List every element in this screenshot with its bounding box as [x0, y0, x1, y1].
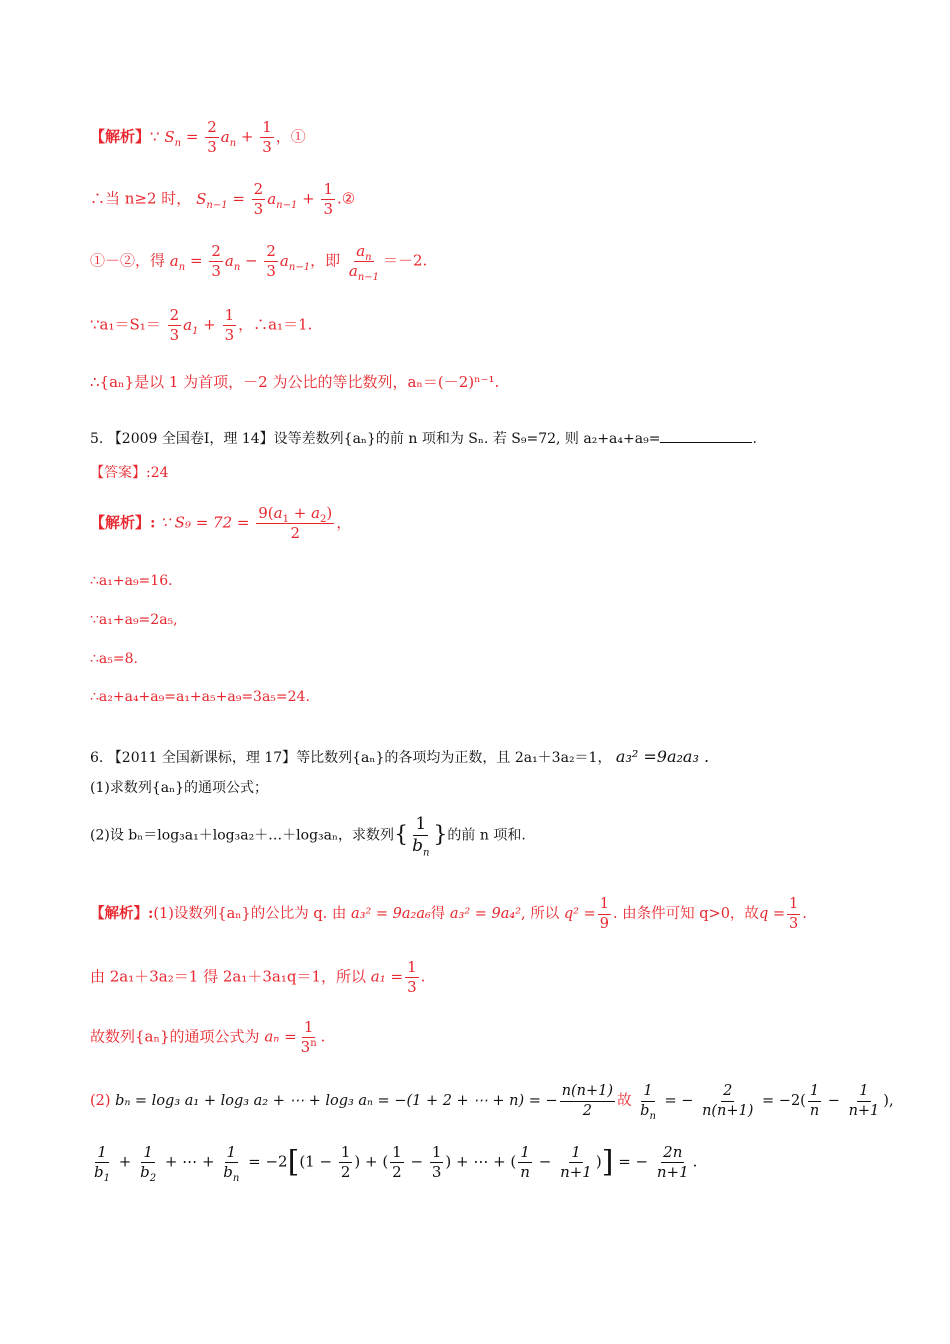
p6-sol-5: $\frac{1}{b_1}$ + $\frac{1}{b_2}$ + ⋯ + $\frac{1}{b_n}$ = −2[(1 − $\frac{1}{2}$ ) + ( $\frac{1}{2}$ − $\frac{1}{3}$ ) + ⋯ + ( $\frac{1}{n}$ − $\frac{1}{n+1}$ )] = − $\frac{2n}{n+1}$ .: [94, 1143, 698, 1184]
p4-l3-end: ＝－2.: [383, 251, 428, 270]
solution-label: 【解析】:: [90, 513, 156, 532]
p4-line-3: ①－②，得 $a_n$ = $\frac{2}{3}$ $a_n$ − $\frac{2}{3}$ $a_{n-1}$，即 $\frac{a_n}{a_{n-1}}$ ＝－2.: [90, 242, 428, 283]
solution-label: 【解析】:: [90, 905, 154, 922]
p4-l4-end: ，∴a₁＝1.: [238, 315, 313, 334]
p6-s1-h: q =: [758, 906, 785, 922]
p6-sol-2: 由 2a₁＋3a₂＝1 得 2a₁＋3a₁q＝1，所以 a₁ = $\frac{1}{3}$ .: [90, 958, 426, 996]
p5-step-2: ∵a₁+a₉=2a₅,: [90, 612, 178, 628]
p5-answer: [90, 462, 169, 484]
answer-value: :24: [146, 465, 169, 481]
p6-s3-b: aₙ =: [264, 1027, 297, 1046]
p5-solution: 【解析】: ∵ S₉ = 72 = $\frac{9(a_1 + a_2)}{2}$ ，: [90, 504, 352, 542]
p6-s4-c: 故: [617, 1093, 632, 1109]
p6-s1-f: q² =: [563, 906, 596, 922]
p6-s1-b: a₃² = 9a₂a₆: [351, 906, 431, 922]
p6-question-text: 6. 【2011 全国新课标，理 17】等比数列{aₙ}的各项均为正数，且 2a₁＋3a₂＝1，: [90, 750, 612, 766]
p4-l3-mid: ，即: [310, 251, 341, 270]
p4-line-4: ∵a₁＝S₁＝ $\frac{2}{3}$ $a_1$ + $\frac{1}{3}$ ，∴a₁＝1.: [90, 306, 313, 344]
because-sign: ∵: [150, 127, 160, 146]
p6-s1-a: (1)设数列{aₙ}的公比为 q. 由: [153, 906, 347, 922]
p6-s2-b: a₁ =: [370, 967, 404, 986]
p5-step-3: ∴a₅=8.: [90, 651, 138, 667]
p6-q2: (2)设 bₙ＝log₃a₁＋log₃a₂＋…＋log₃aₙ，求数列{ $\frac{1}{b_n}$ }的前 n 项和.: [90, 814, 526, 859]
p5-step-4: ∴a₂+a₄+a₉=a₁+a₅+a₉=3a₅=24.: [90, 689, 310, 705]
p4-line-5: ∴{aₙ}是以 1 为首项，－2 为公比的等比数列，aₙ＝(－2)ⁿ⁻¹.: [90, 373, 500, 391]
answer-label: 【答案】: [90, 465, 146, 481]
p6-s1-d: a₃² = 9a₄²: [449, 906, 522, 922]
p6-s1-g: . 由条件可知 q>0，故: [612, 906, 759, 922]
p5-step-1: ∴a₁+a₉=16.: [90, 573, 173, 589]
p6-sol-3: 故数列{aₙ}的通项公式为 aₙ = $\frac{1}{3^n}$ .: [90, 1018, 326, 1056]
p4-line-1: 【解析】∵ $S_n$ = $\frac{2}{3}$ $a_n$ + $\frac{1}{3}$ ，①: [90, 118, 306, 156]
p6-s3-a: 故数列{aₙ}的通项公式为: [90, 1027, 260, 1046]
p4-l2-text: ∴当 n≥2 时，: [90, 189, 192, 208]
p6-s5-eq: = −2: [248, 1152, 288, 1171]
p6-s1-c: 得: [430, 906, 446, 922]
p4-l1-rest: ，①: [275, 127, 306, 146]
p6-sol-1: 【解析】:(1)设数列{aₙ}的公比为 q. 由 a₃² = 9a₂a₆得 a₃² = 9a₄², 所以 q² = $\frac{1}{9}$ . 由条件可知 q>0，故q = $\frac{1}{3}$ .: [90, 896, 807, 932]
p4-l2-end: .②: [337, 189, 356, 208]
p6-s1-e: , 所以: [521, 906, 560, 922]
p6-sol-4: (2) bₙ = log₃ a₁ + log₃ a₂ + ⋯ + log₃ aₙ = −(1 + 2 + ⋯ + n) = − $\frac{n(n+1)}{2}$ 故 $\frac{1}{b_n}$ = − $\frac{2}{n(n+1)}$ = −2( $\frac{1}{n}$ − $\frac{1}{n+1}$ ),: [90, 1083, 894, 1122]
p6-q2-post: 的前 n 项和.: [447, 827, 526, 844]
p6-s4-a: (2): [90, 1093, 111, 1109]
p5-sol-eq: ∵ S₉ = 72 =: [160, 513, 250, 532]
p4-line-2: ∴当 n≥2 时， $S_{n-1}$ = $\frac{2}{3}$ $a_{n-1}$ + $\frac{1}{3}$ .②: [90, 180, 356, 218]
p5-question: 5. 【2009 全国卷Ⅰ，理 14】设等差数列{aₙ}的前 n 项和为 Sₙ. 若 S₉=72, 则 a₂+a₄+a₉= .: [90, 431, 757, 447]
p6-q-eq: a₃² =9a₂a₃ .: [615, 747, 710, 766]
p6-s4-b: bₙ = log₃ a₁ + log₃ a₂ + ⋯ + log₃ aₙ = −(1 + 2 + ⋯ + n) = −: [115, 1093, 558, 1109]
p4-l4-text: ∵a₁＝S₁＝: [90, 315, 161, 334]
p6-q1: (1)求数列{aₙ}的通项公式；: [90, 780, 269, 796]
p6-q2-pre: (2)设 bₙ＝log₃a₁＋log₃a₂＋…＋log₃aₙ，求数列: [90, 827, 395, 844]
p6-question: [90, 746, 709, 769]
p5-question-text: 5. 【2009 全国卷Ⅰ，理 14】设等差数列{aₙ}的前 n 项和为 Sₙ. 若 S₉=72, 则 a₂+a₄+a₉=: [90, 431, 661, 447]
p4-l3-text: ①－②，得: [90, 251, 166, 270]
solution-label: 【解析】: [90, 127, 151, 146]
p6-s2-a: 由 2a₁＋3a₂＝1 得 2a₁＋3a₁q＝1，所以: [90, 967, 366, 986]
answer-blank: [660, 430, 752, 443]
